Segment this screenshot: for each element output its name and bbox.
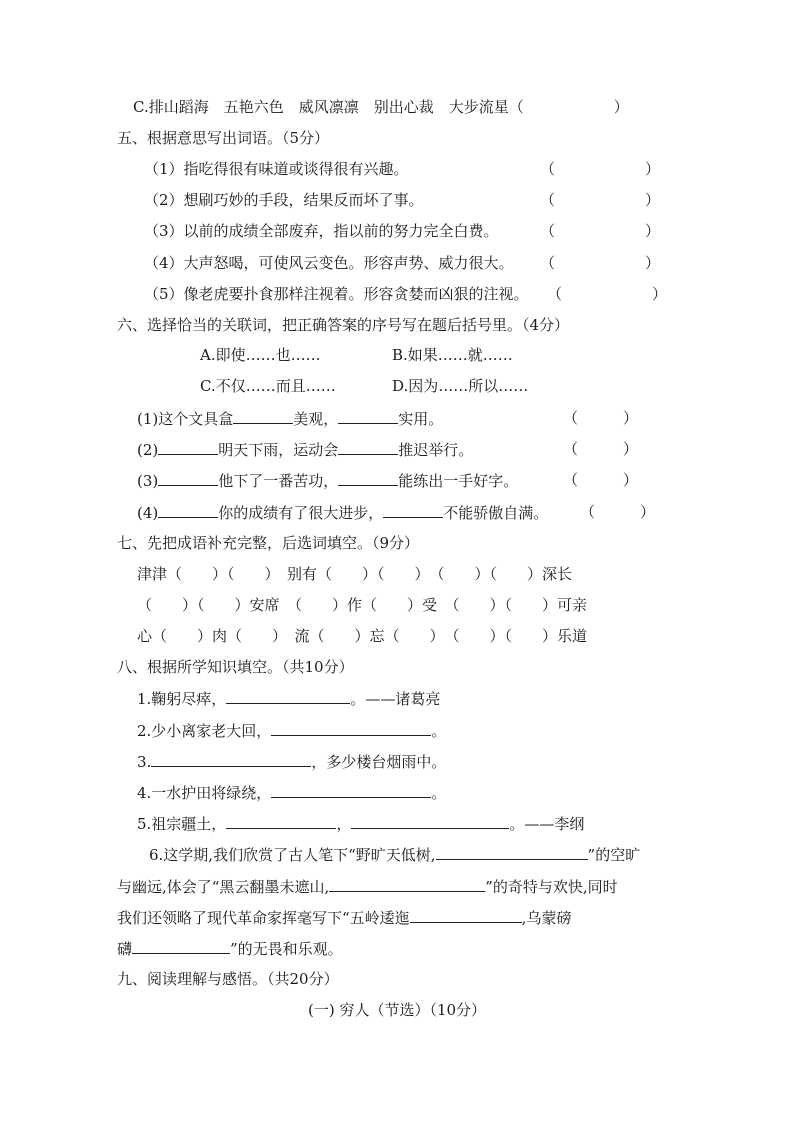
fill-1-blank[interactable] — [226, 688, 350, 704]
idiom-row-2: （ ）（ ）安席 （ ）作（ ）受 （ ）（ ）可亲 — [137, 596, 588, 614]
fill-5-text-c: 。——李纲 — [509, 815, 585, 833]
fill-line-6 — [149, 844, 640, 865]
fill-6-text-b: ”的空旷 — [587, 846, 641, 864]
sec5-item-4: （4）大声怒喝，可使风云变色。形容声势、威力很大。 — [144, 254, 514, 272]
sec6-answer-4[interactable]: （ ） — [580, 503, 656, 521]
reading-subtitle: (一) 穷人（节选）（10分） — [308, 1001, 487, 1019]
q2-text-b: 明天下雨，运动会 — [218, 441, 339, 459]
fill-line-2 — [137, 720, 446, 741]
sec6-answer-1[interactable]: （ ） — [563, 409, 639, 427]
fill-4-blank[interactable] — [271, 782, 431, 798]
fill-line-4 — [137, 782, 446, 803]
q2-text-c: 推迟举行。 — [398, 441, 474, 459]
q2-blank-1[interactable] — [158, 439, 218, 455]
sec6-question-4 — [137, 502, 548, 523]
fill-8-text-b: ,乌蒙磅 — [521, 909, 572, 927]
fill-8-text-a: 我们还领略了现代革命家挥毫写下“五岭逶迤 — [117, 909, 410, 927]
section-6-heading: 六、选择恰当的关联词，把正确答案的序号写在题后括号里。（4分） — [117, 316, 570, 334]
fill-7-blank[interactable] — [329, 876, 485, 892]
section-5-heading: 五、根据意思写出词语。（5分） — [117, 129, 330, 147]
section-7-heading: 七、先把成语补充完整，后选词填空。（9分） — [117, 534, 420, 552]
q3-text-b: 他下了一番苦功， — [218, 472, 339, 490]
fill-4-text-a: 4.一水护田将绿绕， — [137, 784, 272, 802]
q3-text-a: (3) — [137, 472, 159, 490]
fill-2-text-b: 。 — [431, 722, 447, 740]
option-d: D.因为……所以…… — [392, 377, 529, 395]
fill-3-blank[interactable] — [151, 751, 311, 767]
sec5-answer-5[interactable]: （ ） — [547, 285, 668, 303]
q2-text-a: (2) — [137, 441, 159, 459]
sec6-answer-3[interactable]: （ ） — [563, 471, 639, 489]
fill-5-blank-1[interactable] — [226, 813, 336, 829]
fill-5-text-b: ， — [336, 815, 352, 833]
sec5-answer-2[interactable]: （ ） — [540, 191, 661, 209]
fill-1-text-a: 1.鞠躬尽瘁， — [137, 690, 227, 708]
sec5-answer-1[interactable]: （ ） — [540, 160, 661, 178]
sec5-answer-4[interactable]: （ ） — [540, 254, 661, 272]
fill-line-3 — [137, 751, 446, 772]
option-c: C.不仅……而且…… — [200, 377, 336, 395]
q3-text-c: 能练出一手好字。 — [398, 472, 519, 490]
sec6-question-1 — [137, 408, 443, 429]
fill-3-text-a: 3. — [137, 753, 152, 771]
q1-blank-1[interactable] — [233, 408, 293, 424]
fill-line-7 — [117, 876, 618, 897]
fill-9-text-b: ”的无畏和乐观。 — [230, 940, 343, 958]
fill-9-blank[interactable] — [132, 938, 230, 954]
fill-9-text-a: 礴 — [117, 940, 133, 958]
fill-2-text-a: 2.少小离家老大回， — [137, 722, 272, 740]
sec6-answer-2[interactable]: （ ） — [563, 440, 639, 458]
fill-7-text-a: 与幽远,体会了“黑云翻墨未遮山, — [117, 878, 330, 896]
q4-text-a: (4) — [137, 504, 159, 522]
fill-line-9 — [117, 938, 343, 959]
sec5-item-2: （2）想刷巧妙的手段，结果反而坏了事。 — [144, 191, 424, 209]
sec6-question-2 — [137, 439, 473, 460]
sec5-item-5: （5）像老虎要扑食那样注视着。形容贪婪而凶狠的注视。 — [144, 285, 529, 303]
q1-text-b: 美观， — [293, 410, 339, 428]
fill-5-text-a: 5.祖宗疆土， — [137, 815, 227, 833]
fill-5-blank-2[interactable] — [351, 813, 509, 829]
q1-text-a: (1)这个文具盒 — [137, 410, 234, 428]
fill-4-text-b: 。 — [431, 784, 447, 802]
q4-text-c: 不能骄傲自满。 — [443, 504, 549, 522]
fill-1-text-b: 。——诸葛亮 — [350, 690, 441, 708]
section-9-heading: 九、阅读理解与感悟。（共20分） — [117, 970, 339, 988]
q4-blank-1[interactable] — [158, 502, 218, 518]
fill-6-text-a: 6.这学期,我们欣赏了古人笔下“野旷天低树, — [149, 846, 436, 864]
fill-6-blank[interactable] — [436, 844, 588, 860]
q4-text-b: 你的成绩有了很大进步， — [218, 504, 384, 522]
fill-8-blank[interactable] — [410, 907, 522, 923]
sec5-item-3: （3）以前的成绩全部废弃，指以前的努力完全白费。 — [144, 222, 499, 240]
q1-blank-2[interactable] — [338, 408, 398, 424]
section-8-heading: 八、根据所学知识填空。（共10分） — [117, 658, 354, 676]
option-a: A.即使……也…… — [200, 346, 321, 364]
idiom-row-3: 心（ ）肉（ ） 流（ ）忘（ ） （ ）（ ）乐道 — [137, 627, 588, 645]
q2-blank-2[interactable] — [338, 439, 398, 455]
sec5-item-1: （1）指吃得很有味道或谈得很有兴趣。 — [144, 160, 409, 178]
q1-text-c: 实用。 — [398, 410, 444, 428]
sec5-answer-3[interactable]: （ ） — [540, 222, 661, 240]
option-c-line: C.排山蹈海 五艳六色 威风凛凛 别出心裁 大步流星（ ） — [133, 98, 629, 116]
q4-blank-2[interactable] — [383, 502, 443, 518]
sec6-question-3 — [137, 470, 518, 491]
option-b: B.如果……就…… — [392, 346, 513, 364]
q3-blank-2[interactable] — [338, 470, 398, 486]
fill-3-text-b: ，多少楼台烟雨中。 — [311, 753, 447, 771]
fill-line-8 — [117, 907, 571, 928]
fill-line-5 — [137, 813, 584, 834]
q3-blank-1[interactable] — [158, 470, 218, 486]
idiom-row-1: 津津（ ）（ ） 别有（ ）（ ） （ ）（ ）深长 — [137, 565, 573, 583]
fill-line-1 — [137, 688, 440, 709]
fill-7-text-b: ”的奇特与欢快,同时 — [485, 878, 618, 896]
fill-2-blank[interactable] — [271, 720, 431, 736]
